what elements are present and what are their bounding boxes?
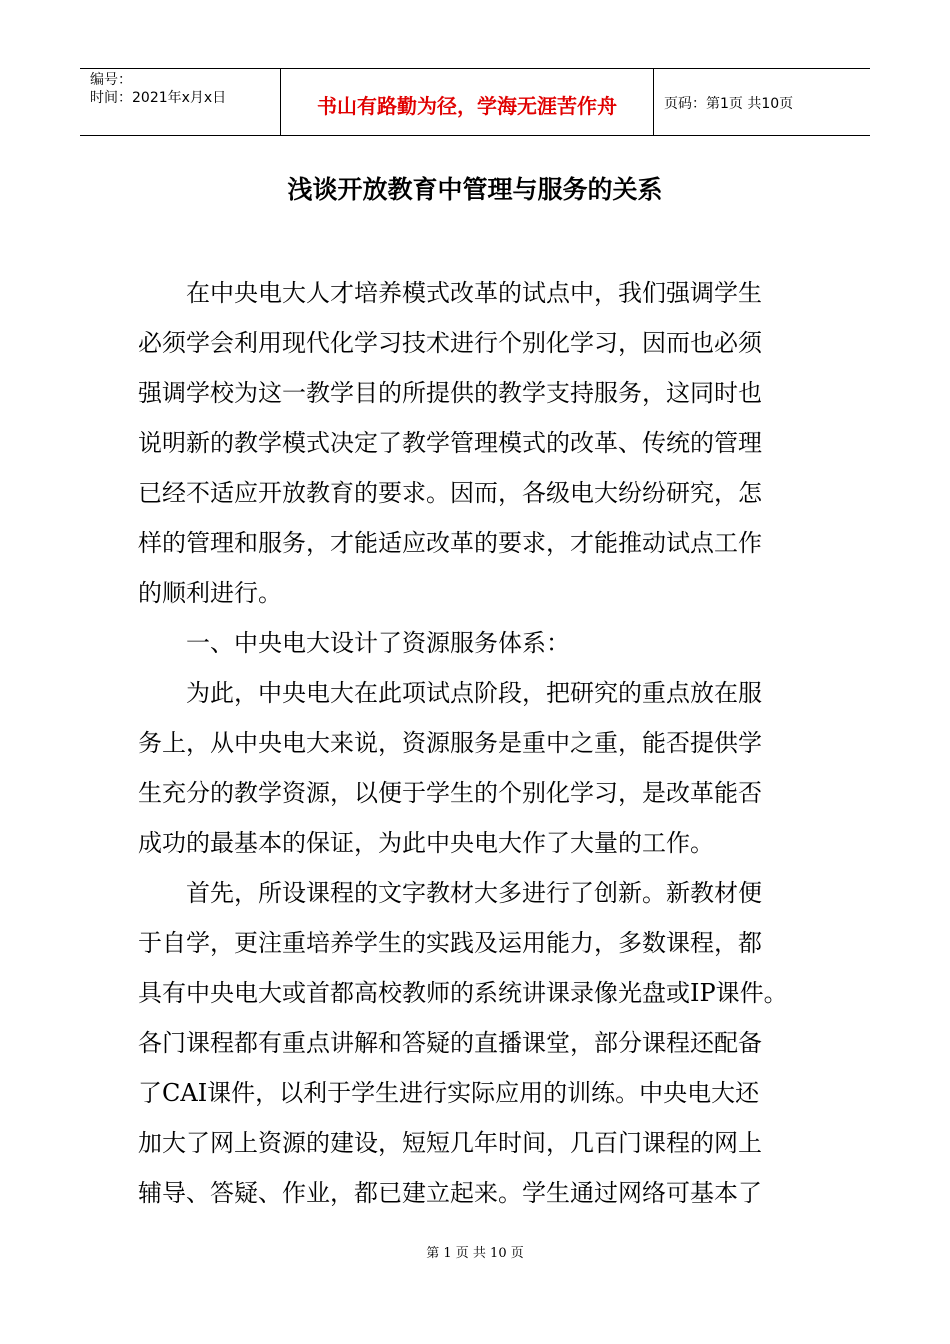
body-line: 的顺利进行。 bbox=[138, 579, 282, 607]
body-line: 辅导、答疑、作业，都已建立起来。学生通过网络可基本了 bbox=[138, 1179, 762, 1207]
body-line: 生充分的教学资源，以便于学生的个别化学习，是改革能否 bbox=[138, 779, 762, 807]
body-line: 为此，中央电大在此项试点阶段，把研究的重点放在服 bbox=[186, 679, 762, 707]
header-meta-cell bbox=[80, 69, 281, 135]
body-line: 强调学校为这一教学目的所提供的教学支持服务，这同时也 bbox=[138, 379, 762, 407]
body-line: 说明新的教学模式决定了教学管理模式的改革、传统的管理 bbox=[138, 429, 762, 457]
body-line: 了CAI课件，以利于学生进行实际应用的训练。中央电大还 bbox=[138, 1079, 760, 1107]
body-line: 样的管理和服务，才能适应改革的要求，才能推动试点工作 bbox=[138, 529, 762, 557]
body-line: 具有中央电大或首都高校教师的系统讲课录像光盘或IP课件。 bbox=[138, 979, 788, 1007]
body-line: 必须学会利用现代化学习技术进行个别化学习，因而也必须 bbox=[138, 329, 762, 357]
body-line: 加大了网上资源的建设，短短几年时间，几百门课程的网上 bbox=[138, 1129, 762, 1157]
header-page-info: 页码：第1页 共10页 bbox=[664, 96, 794, 112]
document-body bbox=[138, 268, 818, 1218]
body-line: 于自学，更注重培养学生的实践及运用能力，多数课程，都 bbox=[138, 929, 762, 957]
body-line: 各门课程都有重点讲解和答疑的直播课堂，部分课程还配备 bbox=[138, 1029, 762, 1057]
body-line: 务上，从中央电大来说，资源服务是重中之重，能否提供学 bbox=[138, 729, 762, 757]
body-line: 首先，所设课程的文字教材大多进行了创新。新教材便 bbox=[186, 879, 762, 907]
body-line: 已经不适应开放教育的要求。因而，各级电大纷纷研究，怎 bbox=[138, 479, 762, 507]
body-line: 在中央电大人才培养模式改革的试点中，我们强调学生 bbox=[186, 279, 762, 307]
document-title: 浅谈开放教育中管理与服务的关系 bbox=[287, 175, 663, 204]
section-heading: 一、中央电大设计了资源服务体系： bbox=[186, 629, 570, 657]
body-line: 成功的最基本的保证，为此中央电大作了大量的工作。 bbox=[138, 829, 714, 857]
header-date-label: 时间：2021年x月x日 bbox=[90, 90, 227, 106]
header-number-label: 编号： bbox=[90, 72, 132, 88]
header-table bbox=[80, 68, 870, 136]
header-motto: 书山有路勤为径，学海无涯苦作舟 bbox=[281, 69, 654, 135]
page-footer: 第 1 页 共 10 页 bbox=[426, 1246, 524, 1261]
